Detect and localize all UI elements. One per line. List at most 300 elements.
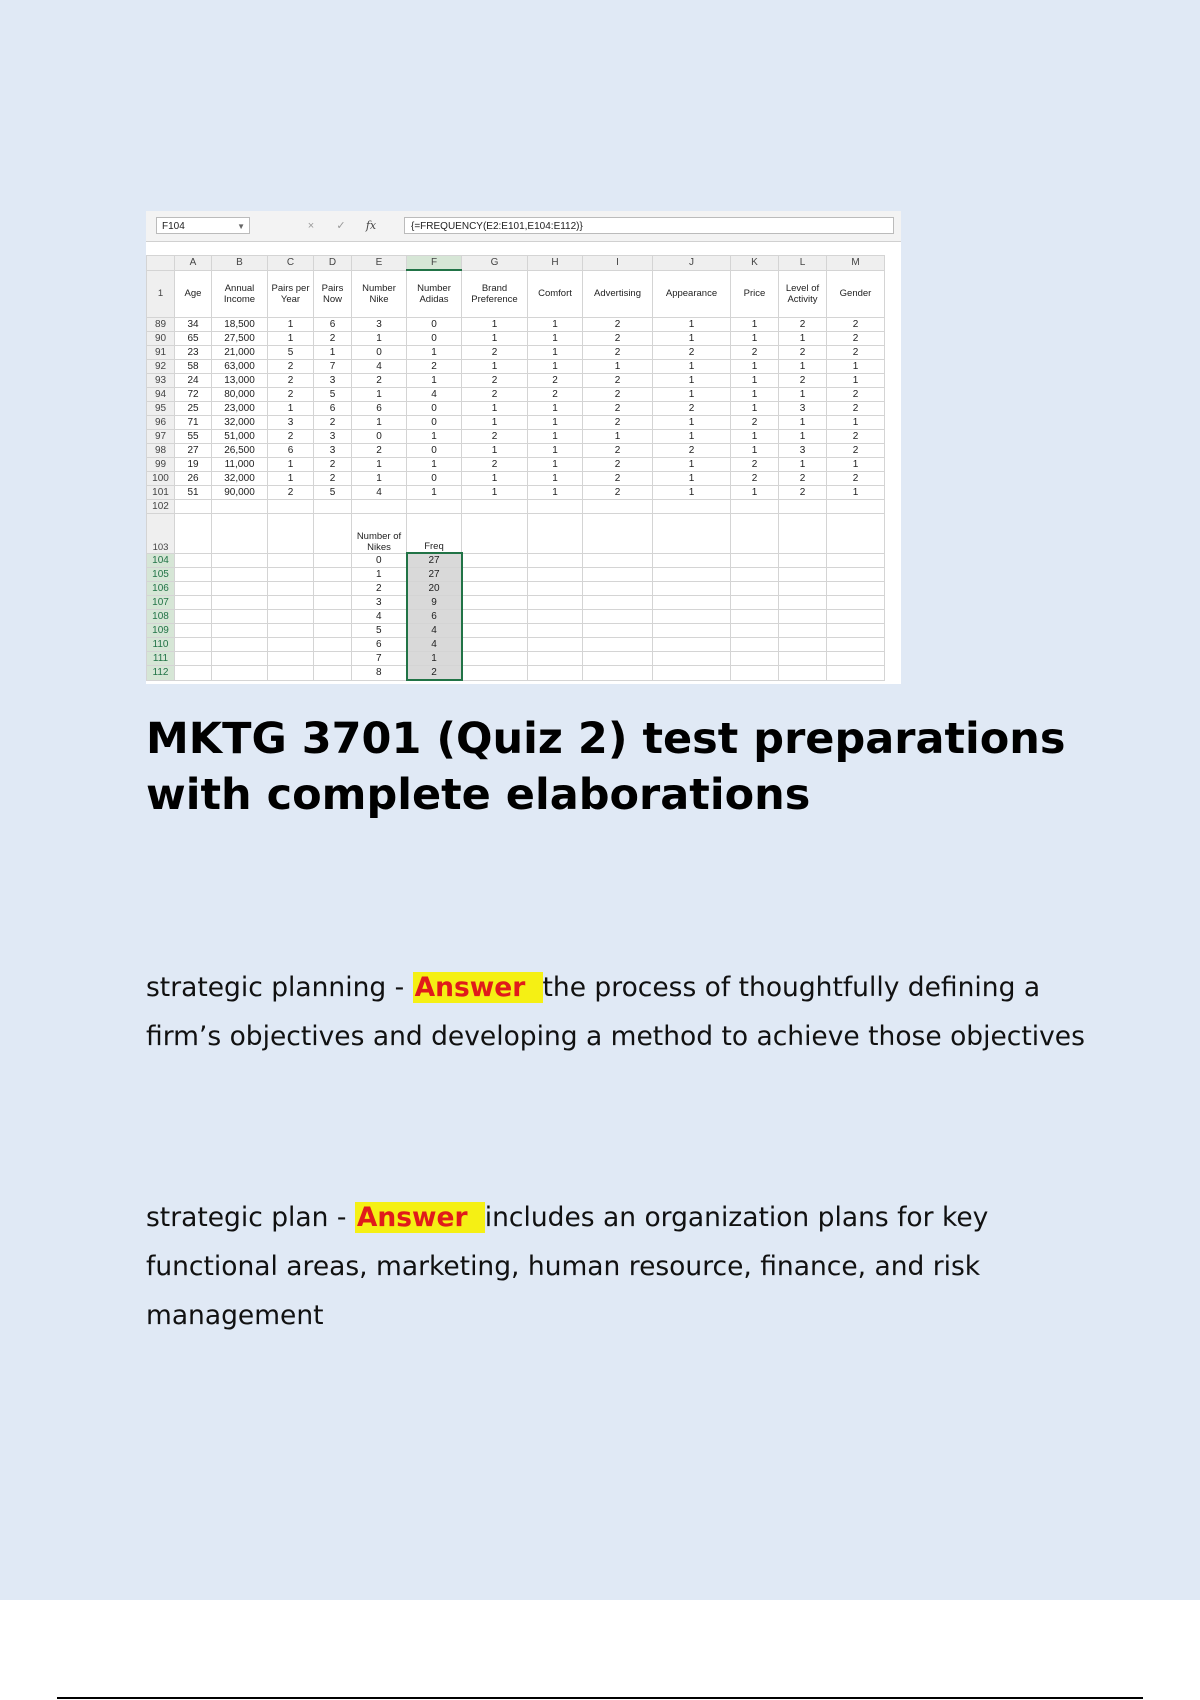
empty-cell[interactable]	[462, 582, 528, 596]
empty-cell[interactable]	[175, 500, 212, 514]
empty-cell[interactable]	[175, 638, 212, 652]
row-number[interactable]: 106	[147, 582, 175, 596]
table-cell[interactable]: 32,000	[212, 472, 268, 486]
empty-cell[interactable]	[314, 582, 352, 596]
empty-cell[interactable]	[653, 624, 731, 638]
table-cell[interactable]: 1	[407, 486, 462, 500]
table-cell[interactable]: 1	[314, 346, 352, 360]
table-cell[interactable]: 13,000	[212, 374, 268, 388]
table-cell[interactable]: 1	[731, 486, 779, 500]
table-cell[interactable]: 1	[583, 360, 653, 374]
table-cell[interactable]: 26,500	[212, 444, 268, 458]
row-number[interactable]: 98	[147, 444, 175, 458]
table-cell[interactable]: 27,500	[212, 332, 268, 346]
cancel-icon[interactable]: ×	[307, 220, 315, 232]
bin-cell[interactable]: 4	[352, 610, 407, 624]
empty-cell[interactable]	[314, 568, 352, 582]
table-cell[interactable]: 1	[462, 402, 528, 416]
empty-cell[interactable]	[653, 553, 731, 568]
row-number[interactable]: 97	[147, 430, 175, 444]
column-header[interactable]: J	[653, 256, 731, 271]
formula-input[interactable]: {=FREQUENCY(E2:E101,E104:E112)}	[404, 217, 894, 234]
table-cell[interactable]: 1	[653, 388, 731, 402]
empty-cell[interactable]	[175, 652, 212, 666]
freq-cell[interactable]: 4	[407, 638, 462, 652]
row-number[interactable]: 102	[147, 500, 175, 514]
empty-cell[interactable]	[653, 666, 731, 681]
table-cell[interactable]: 2	[653, 444, 731, 458]
table-cell[interactable]: 1	[268, 332, 314, 346]
empty-cell[interactable]	[528, 638, 583, 652]
empty-cell[interactable]	[268, 610, 314, 624]
empty-cell[interactable]	[212, 652, 268, 666]
empty-cell[interactable]	[653, 582, 731, 596]
table-cell[interactable]: 2	[583, 388, 653, 402]
empty-cell[interactable]	[268, 666, 314, 681]
empty-cell[interactable]	[462, 514, 528, 554]
table-cell[interactable]: 2	[462, 458, 528, 472]
table-cell[interactable]: 90,000	[212, 486, 268, 500]
empty-cell[interactable]	[779, 553, 827, 568]
empty-cell[interactable]	[314, 553, 352, 568]
table-cell[interactable]: 1	[528, 360, 583, 374]
freq-cell[interactable]: 9	[407, 596, 462, 610]
table-cell[interactable]: 2	[583, 416, 653, 430]
empty-cell[interactable]	[462, 638, 528, 652]
table-cell[interactable]: 2	[583, 458, 653, 472]
empty-cell[interactable]	[212, 568, 268, 582]
select-all-corner[interactable]	[147, 256, 175, 271]
table-cell[interactable]: 1	[827, 458, 885, 472]
table-cell[interactable]: 2	[583, 444, 653, 458]
table-cell[interactable]: 2	[653, 402, 731, 416]
table-cell[interactable]: 1	[731, 374, 779, 388]
column-header[interactable]: B	[212, 256, 268, 271]
empty-cell[interactable]	[653, 568, 731, 582]
empty-cell[interactable]	[212, 553, 268, 568]
table-cell[interactable]: 2	[827, 402, 885, 416]
table-cell[interactable]: 2	[462, 388, 528, 402]
table-cell[interactable]: 1	[779, 458, 827, 472]
table-cell[interactable]: 1	[352, 416, 407, 430]
row-number[interactable]: 109	[147, 624, 175, 638]
row-number[interactable]: 94	[147, 388, 175, 402]
table-cell[interactable]: 1	[352, 472, 407, 486]
row-number[interactable]: 104	[147, 553, 175, 568]
empty-cell[interactable]	[731, 610, 779, 624]
freq-cell[interactable]: 2	[407, 666, 462, 681]
empty-cell[interactable]	[731, 596, 779, 610]
empty-cell[interactable]	[314, 624, 352, 638]
bin-cell[interactable]: 5	[352, 624, 407, 638]
table-cell[interactable]: 6	[268, 444, 314, 458]
freq-cell[interactable]: 1	[407, 652, 462, 666]
empty-cell[interactable]	[268, 638, 314, 652]
header-cell[interactable]: Pairs per Year	[268, 270, 314, 318]
table-cell[interactable]: 5	[314, 486, 352, 500]
row-number[interactable]: 96	[147, 416, 175, 430]
table-cell[interactable]: 1	[653, 486, 731, 500]
empty-cell[interactable]	[731, 582, 779, 596]
table-cell[interactable]: 2	[827, 444, 885, 458]
table-cell[interactable]: 2	[583, 402, 653, 416]
empty-cell[interactable]	[731, 568, 779, 582]
table-cell[interactable]: 2	[779, 486, 827, 500]
table-cell[interactable]: 1	[827, 416, 885, 430]
table-cell[interactable]: 1	[827, 374, 885, 388]
table-cell[interactable]: 2	[731, 346, 779, 360]
name-box[interactable]	[156, 217, 250, 234]
table-cell[interactable]: 1	[653, 472, 731, 486]
empty-cell[interactable]	[583, 652, 653, 666]
header-cell[interactable]: Brand Preference	[462, 270, 528, 318]
table-cell[interactable]: 2	[528, 388, 583, 402]
table-cell[interactable]: 26	[175, 472, 212, 486]
column-header[interactable]: G	[462, 256, 528, 271]
table-cell[interactable]: 1	[653, 318, 731, 332]
freq-cell[interactable]: 27	[407, 553, 462, 568]
empty-cell[interactable]	[462, 652, 528, 666]
empty-cell[interactable]	[779, 624, 827, 638]
table-cell[interactable]: 34	[175, 318, 212, 332]
row-number[interactable]: 103	[147, 514, 175, 554]
table-cell[interactable]: 3	[314, 444, 352, 458]
empty-cell[interactable]	[528, 553, 583, 568]
table-cell[interactable]: 1	[268, 458, 314, 472]
empty-cell[interactable]	[827, 652, 885, 666]
empty-cell[interactable]	[827, 624, 885, 638]
table-cell[interactable]: 24	[175, 374, 212, 388]
header-cell[interactable]: Advertising	[583, 270, 653, 318]
empty-cell[interactable]	[212, 514, 268, 554]
empty-cell[interactable]	[583, 568, 653, 582]
empty-cell[interactable]	[314, 500, 352, 514]
table-cell[interactable]: 1	[352, 332, 407, 346]
table-cell[interactable]: 3	[779, 402, 827, 416]
empty-cell[interactable]	[583, 624, 653, 638]
table-cell[interactable]: 0	[407, 416, 462, 430]
table-cell[interactable]: 25	[175, 402, 212, 416]
table-cell[interactable]: 72	[175, 388, 212, 402]
table-cell[interactable]: 1	[528, 486, 583, 500]
empty-cell[interactable]	[268, 624, 314, 638]
table-cell[interactable]: 51,000	[212, 430, 268, 444]
row-number[interactable]: 95	[147, 402, 175, 416]
table-cell[interactable]: 1	[268, 472, 314, 486]
table-cell[interactable]: 2	[731, 472, 779, 486]
table-cell[interactable]: 7	[314, 360, 352, 374]
empty-cell[interactable]	[779, 638, 827, 652]
table-cell[interactable]: 2	[583, 332, 653, 346]
table-cell[interactable]: 55	[175, 430, 212, 444]
table-cell[interactable]: 5	[314, 388, 352, 402]
empty-cell[interactable]	[827, 610, 885, 624]
column-header[interactable]: M	[827, 256, 885, 271]
table-cell[interactable]: 4	[407, 388, 462, 402]
freq-cell[interactable]: 27	[407, 568, 462, 582]
row-number[interactable]: 101	[147, 486, 175, 500]
table-cell[interactable]: 1	[462, 486, 528, 500]
row-number[interactable]: 90	[147, 332, 175, 346]
empty-cell[interactable]	[653, 638, 731, 652]
table-cell[interactable]: 1	[352, 388, 407, 402]
empty-cell[interactable]	[175, 514, 212, 554]
empty-cell[interactable]	[268, 568, 314, 582]
table-cell[interactable]: 2	[268, 374, 314, 388]
empty-cell[interactable]	[175, 582, 212, 596]
table-cell[interactable]: 6	[314, 318, 352, 332]
table-cell[interactable]: 1	[528, 346, 583, 360]
table-cell[interactable]: 2	[827, 472, 885, 486]
empty-cell[interactable]	[779, 582, 827, 596]
bin-cell[interactable]: 3	[352, 596, 407, 610]
empty-cell[interactable]	[779, 568, 827, 582]
empty-cell[interactable]	[462, 568, 528, 582]
table-cell[interactable]: 2	[779, 374, 827, 388]
header-cell[interactable]: Appearance	[653, 270, 731, 318]
empty-cell[interactable]	[731, 638, 779, 652]
row-number[interactable]: 111	[147, 652, 175, 666]
table-cell[interactable]: 2	[268, 430, 314, 444]
table-cell[interactable]: 0	[407, 402, 462, 416]
table-cell[interactable]: 2	[653, 346, 731, 360]
header-cell[interactable]: Comfort	[528, 270, 583, 318]
table-cell[interactable]: 2	[462, 430, 528, 444]
function-icon[interactable]: fx	[365, 219, 377, 232]
table-cell[interactable]: 1	[827, 360, 885, 374]
table-cell[interactable]: 1	[583, 430, 653, 444]
table-cell[interactable]: 1	[731, 430, 779, 444]
table-cell[interactable]: 63,000	[212, 360, 268, 374]
table-cell[interactable]: 2	[583, 374, 653, 388]
empty-cell[interactable]	[212, 610, 268, 624]
bin-cell[interactable]: 0	[352, 553, 407, 568]
table-cell[interactable]: 2	[827, 332, 885, 346]
table-cell[interactable]: 2	[583, 346, 653, 360]
table-cell[interactable]: 23	[175, 346, 212, 360]
chevron-down-icon[interactable]: ▼	[237, 222, 245, 231]
freq-cell[interactable]: 4	[407, 624, 462, 638]
empty-cell[interactable]	[583, 596, 653, 610]
table-cell[interactable]: 1	[779, 388, 827, 402]
table-cell[interactable]: 1	[462, 318, 528, 332]
freq-cell[interactable]: 20	[407, 582, 462, 596]
empty-cell[interactable]	[827, 582, 885, 596]
table-cell[interactable]: 1	[407, 458, 462, 472]
empty-cell[interactable]	[827, 514, 885, 554]
bin-header-cell[interactable]: Number of Nikes	[352, 514, 407, 554]
empty-cell[interactable]	[462, 666, 528, 681]
table-cell[interactable]: 2	[352, 444, 407, 458]
empty-cell[interactable]	[462, 596, 528, 610]
empty-cell[interactable]	[212, 582, 268, 596]
empty-cell[interactable]	[528, 652, 583, 666]
table-cell[interactable]: 1	[528, 332, 583, 346]
empty-cell[interactable]	[314, 666, 352, 681]
empty-cell[interactable]	[779, 596, 827, 610]
empty-cell[interactable]	[583, 553, 653, 568]
table-cell[interactable]: 5	[268, 346, 314, 360]
empty-cell[interactable]	[731, 500, 779, 514]
table-cell[interactable]: 1	[731, 402, 779, 416]
freq-header-cell[interactable]: Freq	[407, 514, 462, 554]
empty-cell[interactable]	[352, 500, 407, 514]
empty-cell[interactable]	[268, 500, 314, 514]
empty-cell[interactable]	[175, 553, 212, 568]
table-cell[interactable]: 2	[268, 486, 314, 500]
table-cell[interactable]: 2	[314, 416, 352, 430]
empty-cell[interactable]	[779, 514, 827, 554]
header-cell[interactable]: Price	[731, 270, 779, 318]
empty-cell[interactable]	[779, 500, 827, 514]
empty-cell[interactable]	[314, 596, 352, 610]
table-cell[interactable]: 1	[407, 374, 462, 388]
table-cell[interactable]: 1	[528, 318, 583, 332]
table-cell[interactable]: 2	[583, 486, 653, 500]
table-cell[interactable]: 3	[268, 416, 314, 430]
empty-cell[interactable]	[583, 666, 653, 681]
empty-cell[interactable]	[827, 568, 885, 582]
table-cell[interactable]: 32,000	[212, 416, 268, 430]
table-cell[interactable]: 2	[352, 374, 407, 388]
table-cell[interactable]: 1	[779, 360, 827, 374]
table-cell[interactable]: 2	[528, 374, 583, 388]
empty-cell[interactable]	[653, 610, 731, 624]
table-cell[interactable]: 2	[779, 346, 827, 360]
empty-cell[interactable]	[583, 638, 653, 652]
table-cell[interactable]: 2	[827, 388, 885, 402]
table-cell[interactable]: 2	[731, 458, 779, 472]
column-header[interactable]: D	[314, 256, 352, 271]
table-cell[interactable]: 6	[314, 402, 352, 416]
empty-cell[interactable]	[528, 596, 583, 610]
table-cell[interactable]: 1	[528, 430, 583, 444]
empty-cell[interactable]	[528, 514, 583, 554]
table-cell[interactable]: 0	[407, 472, 462, 486]
table-cell[interactable]: 1	[653, 374, 731, 388]
row-number[interactable]: 108	[147, 610, 175, 624]
empty-cell[interactable]	[212, 666, 268, 681]
empty-cell[interactable]	[175, 666, 212, 681]
table-cell[interactable]: 65	[175, 332, 212, 346]
table-cell[interactable]: 1	[528, 444, 583, 458]
row-number[interactable]: 99	[147, 458, 175, 472]
bin-cell[interactable]: 6	[352, 638, 407, 652]
empty-cell[interactable]	[528, 666, 583, 681]
empty-cell[interactable]	[827, 596, 885, 610]
empty-cell[interactable]	[583, 582, 653, 596]
table-cell[interactable]: 2	[314, 458, 352, 472]
freq-cell[interactable]: 6	[407, 610, 462, 624]
empty-cell[interactable]	[827, 500, 885, 514]
table-cell[interactable]: 1	[407, 346, 462, 360]
table-cell[interactable]: 3	[779, 444, 827, 458]
table-cell[interactable]: 0	[407, 332, 462, 346]
row-number[interactable]: 100	[147, 472, 175, 486]
empty-cell[interactable]	[212, 624, 268, 638]
bin-cell[interactable]: 8	[352, 666, 407, 681]
empty-cell[interactable]	[314, 638, 352, 652]
bin-cell[interactable]: 7	[352, 652, 407, 666]
header-cell[interactable]: Number Nike	[352, 270, 407, 318]
table-cell[interactable]: 0	[352, 346, 407, 360]
table-cell[interactable]: 27	[175, 444, 212, 458]
empty-cell[interactable]	[653, 514, 731, 554]
empty-cell[interactable]	[827, 666, 885, 681]
table-cell[interactable]: 18,500	[212, 318, 268, 332]
row-number[interactable]: 105	[147, 568, 175, 582]
empty-cell[interactable]	[731, 553, 779, 568]
table-cell[interactable]: 1	[653, 458, 731, 472]
empty-cell[interactable]	[462, 500, 528, 514]
column-header[interactable]: I	[583, 256, 653, 271]
table-cell[interactable]: 1	[462, 360, 528, 374]
table-cell[interactable]: 1	[779, 430, 827, 444]
table-cell[interactable]: 1	[407, 430, 462, 444]
table-cell[interactable]: 1	[462, 444, 528, 458]
row-number[interactable]: 92	[147, 360, 175, 374]
table-cell[interactable]: 1	[653, 360, 731, 374]
table-cell[interactable]: 1	[352, 458, 407, 472]
row-number[interactable]: 112	[147, 666, 175, 681]
table-cell[interactable]: 1	[653, 416, 731, 430]
table-cell[interactable]: 2	[827, 318, 885, 332]
table-cell[interactable]: 1	[268, 318, 314, 332]
empty-cell[interactable]	[528, 610, 583, 624]
empty-cell[interactable]	[528, 568, 583, 582]
table-cell[interactable]: 51	[175, 486, 212, 500]
empty-cell[interactable]	[528, 582, 583, 596]
header-cell[interactable]: Number Adidas	[407, 270, 462, 318]
table-cell[interactable]: 1	[528, 472, 583, 486]
header-cell[interactable]: Level of Activity	[779, 270, 827, 318]
table-cell[interactable]: 2	[731, 416, 779, 430]
table-cell[interactable]: 0	[407, 444, 462, 458]
empty-cell[interactable]	[175, 610, 212, 624]
row-number[interactable]: 93	[147, 374, 175, 388]
empty-cell[interactable]	[268, 596, 314, 610]
header-cell[interactable]: Gender	[827, 270, 885, 318]
table-cell[interactable]: 2	[779, 318, 827, 332]
row-number[interactable]: 1	[147, 270, 175, 318]
row-number[interactable]: 91	[147, 346, 175, 360]
table-cell[interactable]: 2	[314, 332, 352, 346]
column-header[interactable]: H	[528, 256, 583, 271]
empty-cell[interactable]	[268, 553, 314, 568]
table-cell[interactable]: 19	[175, 458, 212, 472]
empty-cell[interactable]	[653, 652, 731, 666]
table-cell[interactable]: 2	[268, 360, 314, 374]
empty-cell[interactable]	[583, 500, 653, 514]
table-cell[interactable]: 0	[352, 430, 407, 444]
table-cell[interactable]: 21,000	[212, 346, 268, 360]
table-cell[interactable]: 71	[175, 416, 212, 430]
check-icon[interactable]: ✓	[336, 220, 346, 232]
empty-cell[interactable]	[827, 638, 885, 652]
empty-cell[interactable]	[175, 568, 212, 582]
table-cell[interactable]: 4	[352, 360, 407, 374]
empty-cell[interactable]	[314, 514, 352, 554]
table-cell[interactable]: 58	[175, 360, 212, 374]
empty-cell[interactable]	[731, 666, 779, 681]
table-cell[interactable]: 2	[779, 472, 827, 486]
table-cell[interactable]: 6	[352, 402, 407, 416]
bin-cell[interactable]: 1	[352, 568, 407, 582]
empty-cell[interactable]	[528, 500, 583, 514]
table-cell[interactable]: 11,000	[212, 458, 268, 472]
table-cell[interactable]: 80,000	[212, 388, 268, 402]
table-cell[interactable]: 3	[314, 374, 352, 388]
